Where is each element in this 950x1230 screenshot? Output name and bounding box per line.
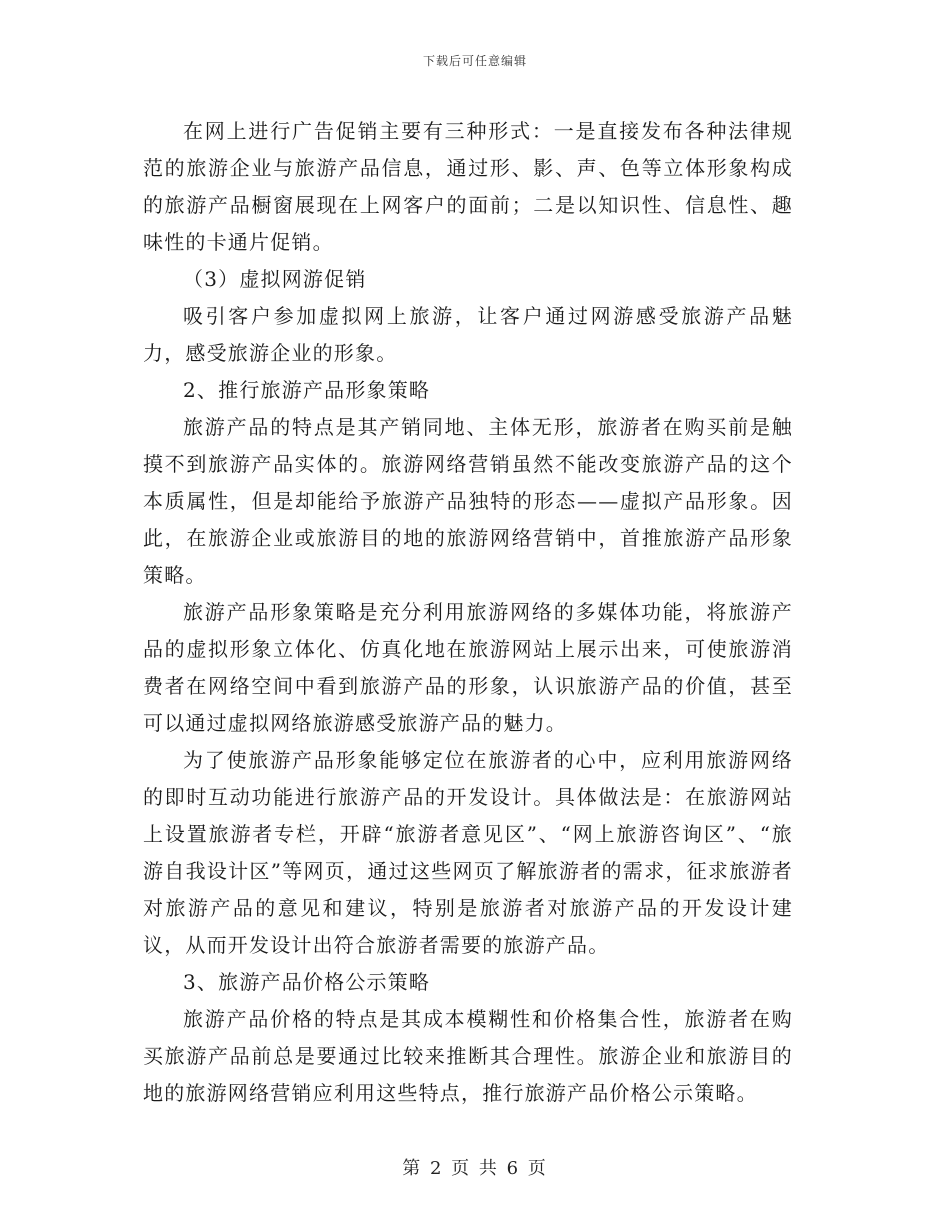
- paragraph-image-strategy: 旅游产品形象策略是充分利用旅游网络的多媒体功能，将旅游产品的虚拟形象立体化、仿真化地在旅游网站上展示出来，可使旅游消费者在网络空间中看到旅游产品的形象，认识旅游产品的价值，甚至可以通过虚拟网络旅游感受旅游产品的魅力。: [143, 600, 793, 735]
- document-body: [143, 113, 793, 1112]
- paragraph-virtual-tour: 吸引客户参加虚拟网上旅游，让客户通过网游感受旅游产品魅力，感受旅游企业的形象。: [143, 304, 793, 365]
- paragraph-ad-promotion: 在网上进行广告促销主要有三种形式：一是直接发布各种法律规范的旅游企业与旅游产品信息，通过形、影、声、色等立体形象构成的旅游产品橱窗展现在上网客户的面前；二是以知识性、信息性、趣味性的卡通片促销。: [143, 119, 793, 254]
- paragraph-price-features: 旅游产品价格的特点是其成本模糊性和价格集合性，旅游者在购买旅游产品前总是要通过比较来推断其合理性。旅游企业和旅游目的地的旅游网络营销应利用这些特点，推行旅游产品价格公示策略。: [143, 1007, 793, 1105]
- paragraph-product-features: 旅游产品的特点是其产销同地、主体无形，旅游者在购买前是触摸不到旅游产品实体的。旅游网络营销虽然不能改变旅游产品的这个本质属性，但是却能给予旅游产品独特的形态——虚拟产品形象。因此，在旅游企业或旅游目的地的旅游网络营销中，首推旅游产品形象策略。: [143, 415, 793, 587]
- page-header: 下载后可任意编辑: [422, 54, 527, 68]
- heading-product-image-strategy: 2、推行旅游产品形象策略: [183, 378, 431, 402]
- paragraph-interactive-design: 为了使旅游产品形象能够定位在旅游者的心中，应利用旅游网络的即时互动功能进行旅游产品的开发设计。具体做法是：在旅游网站上设置旅游者专栏，开辟“旅游者意见区”、“网上旅游咨询区”、“旅游自我设计区”等网页，通过这些网页了解旅游者的需求，征求旅游者对旅游产品的意见和建议，特别是旅游者对旅游产品的开发设计建议，从而开发设计出符合旅游者需要的旅游产品。: [143, 748, 793, 957]
- page-footer: 第 2 页 共 6 页: [402, 1158, 548, 1179]
- subheading-virtual-tour-promotion: （3）虚拟网游促销: [183, 267, 367, 291]
- heading-price-disclosure-strategy: 3、旅游产品价格公示策略: [183, 970, 431, 994]
